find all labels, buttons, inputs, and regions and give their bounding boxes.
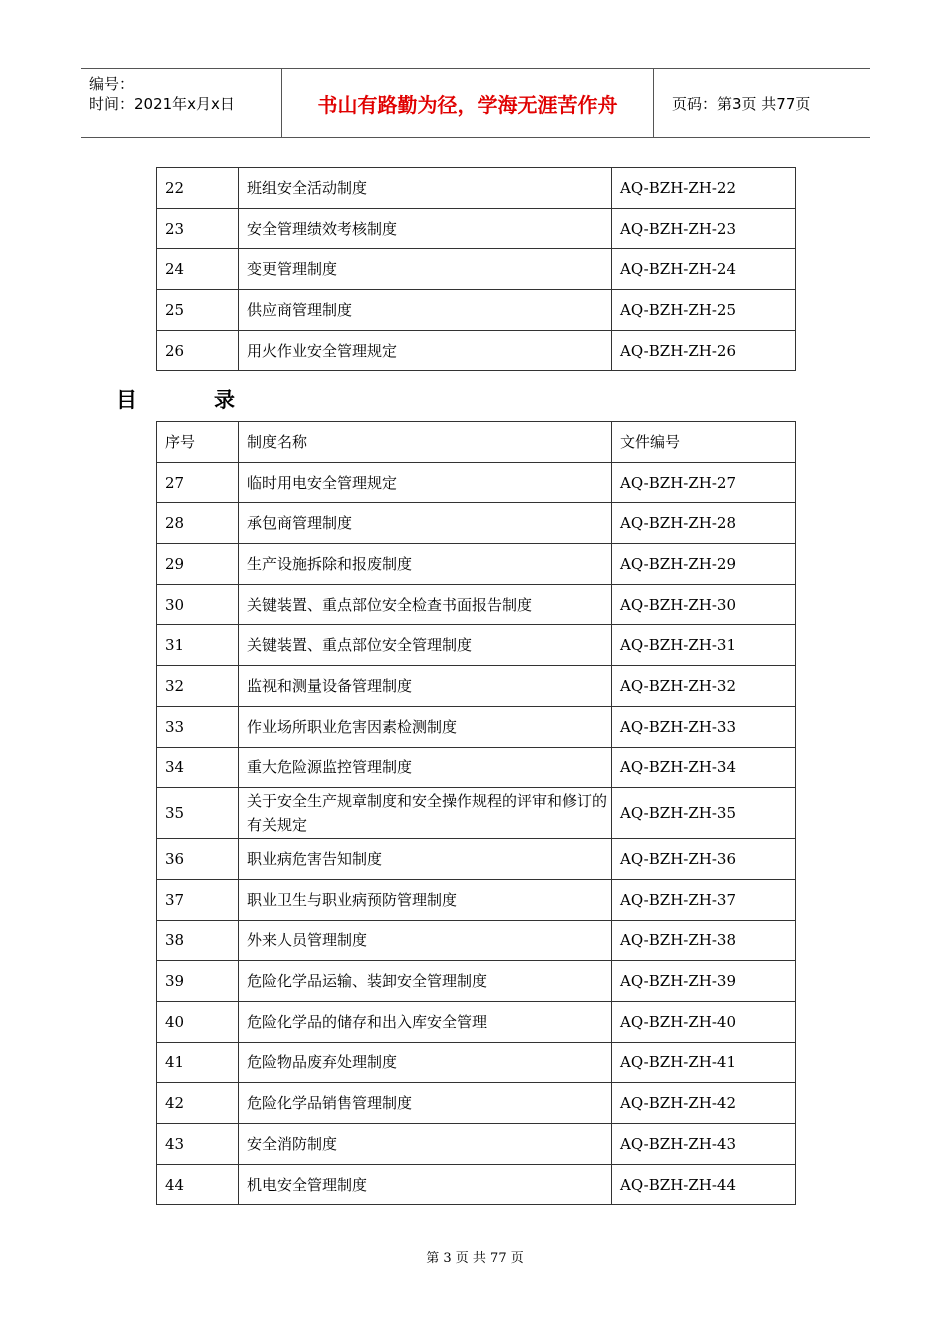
table-row — [157, 1083, 796, 1124]
regulation-name: 危险物品废弃处理制度 — [239, 1042, 612, 1083]
table-row — [157, 462, 796, 503]
header-slogan: 书山有路勤为径，学海无涯苦作舟 — [282, 69, 654, 137]
table-row — [157, 1042, 796, 1083]
header-page-info — [664, 69, 870, 137]
header-number: 序号 — [157, 422, 239, 463]
row-number: 43 — [157, 1124, 239, 1165]
row-number: 40 — [157, 1001, 239, 1042]
table-row — [157, 706, 796, 747]
file-number: AQ-BZH-ZH-28 — [612, 503, 796, 544]
header-name: 制度名称 — [239, 422, 612, 463]
regulations-table-continued — [156, 167, 796, 371]
regulation-name: 用火作业安全管理规定 — [239, 330, 612, 371]
table-row — [157, 747, 796, 788]
file-number: AQ-BZH-ZH-29 — [612, 544, 796, 585]
file-number: AQ-BZH-ZH-24 — [612, 249, 796, 290]
table-row — [157, 625, 796, 666]
row-number: 25 — [157, 290, 239, 331]
regulation-name: 安全管理绩效考核制度 — [239, 208, 612, 249]
row-number: 36 — [157, 839, 239, 880]
page-footer: 第 3 页 共 77 页 — [426, 1251, 524, 1266]
document-number-label: 编号： — [89, 75, 135, 93]
table-row — [157, 584, 796, 625]
regulation-name: 职业病危害告知制度 — [239, 839, 612, 880]
regulations-table — [156, 421, 796, 1205]
regulation-name: 安全消防制度 — [239, 1124, 612, 1165]
table-row — [157, 788, 796, 839]
table-header-row — [157, 422, 796, 463]
regulation-name: 承包商管理制度 — [239, 503, 612, 544]
regulation-name: 变更管理制度 — [239, 249, 612, 290]
table-row — [157, 961, 796, 1002]
file-number: AQ-BZH-ZH-42 — [612, 1083, 796, 1124]
toc-heading-char-1: 目 — [116, 388, 137, 412]
row-number: 42 — [157, 1083, 239, 1124]
regulation-name: 重大危险源监控管理制度 — [239, 747, 612, 788]
table-row — [157, 879, 796, 920]
regulation-name: 关键装置、重点部位安全检查书面报告制度 — [239, 584, 612, 625]
table-row — [157, 920, 796, 961]
regulation-name: 外来人员管理制度 — [239, 920, 612, 961]
regulation-name: 监视和测量设备管理制度 — [239, 666, 612, 707]
row-number: 30 — [157, 584, 239, 625]
table-row — [157, 168, 796, 209]
regulation-name: 供应商管理制度 — [239, 290, 612, 331]
file-number: AQ-BZH-ZH-34 — [612, 747, 796, 788]
toc-heading-char-2: 录 — [214, 388, 235, 412]
file-number: AQ-BZH-ZH-25 — [612, 290, 796, 331]
regulation-name: 生产设施拆除和报废制度 — [239, 544, 612, 585]
table-row — [157, 503, 796, 544]
file-number: AQ-BZH-ZH-39 — [612, 961, 796, 1002]
row-number: 33 — [157, 706, 239, 747]
file-number: AQ-BZH-ZH-27 — [612, 462, 796, 503]
row-number: 39 — [157, 961, 239, 1002]
page-header — [81, 68, 870, 138]
file-number: AQ-BZH-ZH-44 — [612, 1164, 796, 1205]
table-row — [157, 208, 796, 249]
row-number: 32 — [157, 666, 239, 707]
table-row — [157, 330, 796, 371]
row-number: 34 — [157, 747, 239, 788]
regulation-name: 机电安全管理制度 — [239, 1164, 612, 1205]
regulation-name: 危险化学品的储存和出入库安全管理 — [239, 1001, 612, 1042]
table-row — [157, 1164, 796, 1205]
file-number: AQ-BZH-ZH-23 — [612, 208, 796, 249]
row-number: 44 — [157, 1164, 239, 1205]
file-number: AQ-BZH-ZH-32 — [612, 666, 796, 707]
table-row — [157, 1124, 796, 1165]
regulation-name: 关于安全生产规章制度和安全操作规程的评审和修订的有关规定 — [239, 788, 612, 839]
regulation-name: 职业卫生与职业病预防管理制度 — [239, 879, 612, 920]
file-number: AQ-BZH-ZH-30 — [612, 584, 796, 625]
row-number: 37 — [157, 879, 239, 920]
row-number: 29 — [157, 544, 239, 585]
file-number: AQ-BZH-ZH-26 — [612, 330, 796, 371]
row-number: 24 — [157, 249, 239, 290]
regulation-name: 班组安全活动制度 — [239, 168, 612, 209]
row-number: 35 — [157, 788, 239, 839]
table-row — [157, 544, 796, 585]
file-number: AQ-BZH-ZH-43 — [612, 1124, 796, 1165]
file-number: AQ-BZH-ZH-41 — [612, 1042, 796, 1083]
file-number: AQ-BZH-ZH-35 — [612, 788, 796, 839]
row-number: 31 — [157, 625, 239, 666]
header-file-number: 文件编号 — [612, 422, 796, 463]
header-info-cell — [81, 69, 282, 137]
regulation-name: 作业场所职业危害因素检测制度 — [239, 706, 612, 747]
file-number: AQ-BZH-ZH-38 — [612, 920, 796, 961]
regulation-name: 关键装置、重点部位安全管理制度 — [239, 625, 612, 666]
toc-heading — [116, 384, 235, 414]
row-number: 22 — [157, 168, 239, 209]
document-time-label: 时间：2021年x月x日 — [89, 95, 235, 113]
file-number: AQ-BZH-ZH-22 — [612, 168, 796, 209]
row-number: 38 — [157, 920, 239, 961]
table-row — [157, 249, 796, 290]
regulation-name: 危险化学品运输、装卸安全管理制度 — [239, 961, 612, 1002]
row-number: 26 — [157, 330, 239, 371]
file-number: AQ-BZH-ZH-37 — [612, 879, 796, 920]
row-number: 23 — [157, 208, 239, 249]
row-number: 27 — [157, 462, 239, 503]
file-number: AQ-BZH-ZH-33 — [612, 706, 796, 747]
file-number: AQ-BZH-ZH-31 — [612, 625, 796, 666]
row-number: 28 — [157, 503, 239, 544]
regulation-name: 危险化学品销售管理制度 — [239, 1083, 612, 1124]
file-number: AQ-BZH-ZH-40 — [612, 1001, 796, 1042]
table-row — [157, 1001, 796, 1042]
file-number: AQ-BZH-ZH-36 — [612, 839, 796, 880]
header-page-info-text: 页码：第3页 共77页 — [672, 94, 811, 113]
row-number: 41 — [157, 1042, 239, 1083]
table-row — [157, 839, 796, 880]
regulation-name: 临时用电安全管理规定 — [239, 462, 612, 503]
table-row — [157, 290, 796, 331]
table-row — [157, 666, 796, 707]
